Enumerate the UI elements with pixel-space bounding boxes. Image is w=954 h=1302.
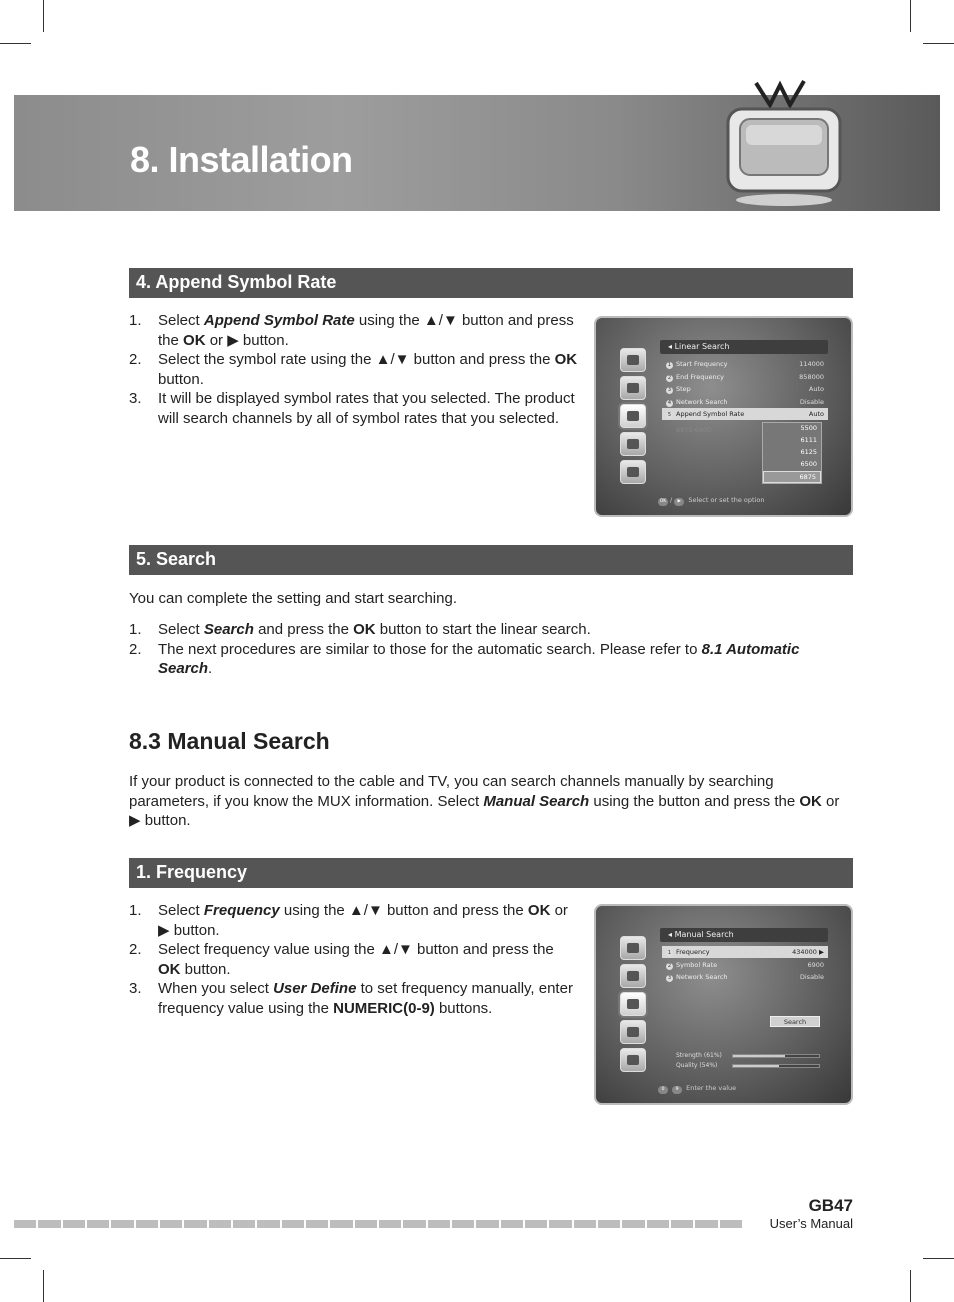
- step-item: [129, 940, 579, 979]
- row-value: 434000 ▶: [792, 948, 824, 956]
- row-label: Start Frequency: [676, 360, 728, 368]
- text-run: Append Symbol Rate: [203, 312, 355, 329]
- footer-segment: [209, 1220, 231, 1228]
- search-intro: You can complete the setting and start searching.: [129, 590, 457, 607]
- manual-search-screenshot: [594, 904, 853, 1105]
- text-run: button to start the linear search.: [375, 621, 591, 638]
- menu-row[interactable]: [662, 959, 828, 971]
- row-number: 1: [667, 950, 672, 956]
- footer-segment: [598, 1220, 620, 1228]
- crop-mark: [0, 1258, 31, 1259]
- footer-segment: [355, 1220, 377, 1228]
- text-run: using the ▲/▼ button and press the: [279, 902, 528, 919]
- section-header-search: 5. Search: [129, 545, 853, 575]
- dropdown-option[interactable]: 6125: [800, 448, 817, 456]
- step-item: [129, 979, 579, 1018]
- menu-row[interactable]: [662, 371, 828, 383]
- text-run: .: [208, 660, 213, 678]
- step-number: 2.: [129, 941, 142, 959]
- menu-row[interactable]: [662, 396, 828, 408]
- text-run: to set frequency manually, enter frequency value using the: [158, 980, 573, 1017]
- help-text: Enter the value: [686, 1084, 737, 1092]
- linear-search-screenshot: [594, 316, 853, 517]
- footer-segment: [136, 1220, 158, 1228]
- search-button[interactable]: Search: [770, 1016, 820, 1027]
- text-run: Manual Search: [483, 792, 590, 810]
- footer-segment: [38, 1220, 60, 1228]
- text-run: 8.1 Automatic Search: [158, 640, 800, 678]
- text-run: button.: [158, 370, 204, 388]
- step-number: 3.: [129, 390, 142, 408]
- manual-label: User’s Manual: [769, 1216, 853, 1231]
- update-icon: [620, 460, 646, 484]
- footer-segment: [452, 1220, 474, 1228]
- crop-mark: [923, 1258, 954, 1259]
- footer-segment: [184, 1220, 206, 1228]
- crop-mark: [43, 1270, 44, 1302]
- text-run: If your product is connected to the cable and TV, you can search channels manually by searching parameters, if you know the MUX information. Select: [129, 773, 774, 810]
- row-label: Network Search: [676, 397, 728, 406]
- search-settings-icon: [620, 404, 646, 428]
- text-run: Frequency: [203, 902, 280, 919]
- text-run: Select the symbol rate using the ▲/▼ button and press the: [158, 351, 555, 369]
- menu-icon-column: [620, 348, 650, 488]
- footer-segment: [720, 1220, 742, 1228]
- row-number: 1: [667, 362, 672, 368]
- step-number: 1.: [129, 621, 142, 638]
- text-run: User Define: [273, 980, 357, 998]
- frequency-steps: [129, 901, 579, 1019]
- footer-segment: [501, 1220, 523, 1228]
- channel-list-icon: [620, 964, 646, 988]
- text-run: OK: [353, 621, 376, 638]
- footer-segment: [428, 1220, 450, 1228]
- dropdown-option[interactable]: 5500: [800, 424, 817, 432]
- step-number: 2.: [129, 640, 142, 658]
- row-value: Disable: [799, 973, 824, 982]
- footer-segment: [111, 1220, 133, 1228]
- row-number: 5: [667, 412, 672, 419]
- footer-segment: [695, 1220, 717, 1228]
- strength-label: Strength (61%): [676, 1052, 722, 1059]
- row-label: Network Search: [676, 973, 728, 982]
- footer-segment: [476, 1220, 498, 1228]
- right-arrow-key-icon: ▶: [674, 498, 684, 506]
- search-icon: [620, 1020, 646, 1044]
- text-run: button.: [180, 960, 231, 978]
- manual-search-heading: 8.3 Manual Search: [129, 728, 330, 754]
- crop-mark: [910, 0, 911, 32]
- installation-icon: [620, 348, 646, 372]
- text-run: or ▶ button.: [129, 792, 840, 830]
- text-run: and press the: [253, 621, 354, 638]
- footer-segment: [282, 1220, 304, 1228]
- menu-row[interactable]: [662, 358, 828, 370]
- step-number: 1.: [129, 902, 142, 919]
- footer-segment: [525, 1220, 547, 1228]
- step-item: [129, 389, 579, 428]
- menu-row[interactable]: [662, 383, 828, 395]
- footer-segment: [306, 1220, 328, 1228]
- crop-mark: [910, 1270, 911, 1302]
- step-item: [129, 620, 819, 640]
- section-header-frequency: 1. Frequency: [129, 858, 853, 888]
- text-run: OK: [183, 331, 206, 349]
- menu-title: ◂ Linear Search: [660, 340, 828, 354]
- step-item: [129, 350, 579, 389]
- row-value: 6900: [807, 960, 824, 969]
- search-icon: [620, 432, 646, 456]
- tv-icon: [720, 71, 850, 211]
- footer-segment: [671, 1220, 693, 1228]
- help-line: OK / ▶ Select or set the option: [659, 496, 765, 504]
- text-run: OK: [527, 902, 551, 919]
- menu-icon-column: [620, 936, 650, 1076]
- search-steps: [129, 620, 819, 679]
- footer-segment: [160, 1220, 182, 1228]
- text-run: Select frequency value using the ▲/▼ button and press the: [158, 941, 554, 959]
- text-run: It will be displayed symbol rates that you selected. The product will search channels by all of symbol rates that you selected.: [158, 390, 575, 427]
- symbol-rate-dropdown: [762, 422, 822, 484]
- dropdown-option[interactable]: 6875: [763, 471, 821, 483]
- numeric-key-icon: 9: [672, 1086, 682, 1094]
- menu-row[interactable]: [662, 408, 828, 420]
- row-number: 3: [667, 975, 672, 982]
- text-run: Select: [158, 621, 204, 638]
- text-run: When you select: [158, 980, 274, 998]
- dropdown-option[interactable]: 6111: [800, 436, 817, 444]
- ok-key-icon: OK: [659, 499, 667, 504]
- text-run: or ▶ button.: [205, 331, 289, 349]
- row-value: 858000: [799, 372, 824, 381]
- crop-mark: [0, 43, 31, 44]
- row-number: 3: [667, 387, 672, 394]
- update-icon: [620, 1048, 646, 1072]
- help-line: [658, 1084, 736, 1094]
- text-run: OK: [554, 351, 578, 369]
- row-value: 114000: [799, 360, 824, 368]
- header-banner: [14, 95, 940, 211]
- row-value: Disable: [799, 397, 824, 406]
- quality-label: Quality (54%): [676, 1062, 718, 1069]
- row-number: 2: [667, 374, 672, 381]
- footer-segment: [549, 1220, 571, 1228]
- footer-segment: [257, 1220, 279, 1228]
- text-run: using the ▲/▼ button and press the: [158, 312, 574, 349]
- footer-segment: [63, 1220, 85, 1228]
- step-item: [129, 640, 819, 679]
- text-run: NUMERIC(0-9): [333, 999, 435, 1017]
- row-number: 2: [667, 962, 672, 969]
- text-run: The next procedures are similar to those for the automatic search. Please refer to: [158, 640, 702, 658]
- step-item: [129, 901, 579, 940]
- quality-bar: [732, 1064, 820, 1068]
- row-label: Step: [676, 385, 691, 394]
- row-label: Symbol Rate: [676, 960, 718, 969]
- row-label: End Frequency: [676, 372, 724, 381]
- row-label: Frequency: [676, 948, 710, 956]
- row-number: 4: [667, 399, 672, 406]
- strength-bar: [732, 1054, 820, 1058]
- text-run: using the button and press the: [589, 792, 800, 810]
- text-run: OK: [158, 960, 181, 978]
- text-run: Select: [158, 902, 204, 919]
- text-run: buttons.: [434, 999, 493, 1017]
- crop-mark: [923, 43, 954, 44]
- text-run: Search: [203, 621, 254, 638]
- footer-segment: [14, 1220, 36, 1228]
- step-number: 1.: [129, 312, 142, 329]
- row-label: Append Symbol Rate: [676, 410, 745, 419]
- footer-segment: [330, 1220, 352, 1228]
- menu-row[interactable]: [662, 971, 828, 983]
- menu-title: ◂ Manual Search: [660, 928, 828, 942]
- dropdown-option[interactable]: 6500: [800, 460, 817, 468]
- section-header-append-symbol-rate: 4. Append Symbol Rate: [129, 268, 853, 298]
- row-value: Auto: [808, 410, 824, 419]
- footer-segment: [622, 1220, 644, 1228]
- step-number: 3.: [129, 980, 142, 998]
- text-run: or ▶ button.: [158, 902, 568, 939]
- footer-segment: [647, 1220, 669, 1228]
- footer-segment: [87, 1220, 109, 1228]
- step-number: 2.: [129, 351, 142, 369]
- search-settings-icon: [620, 992, 646, 1016]
- menu-row[interactable]: [662, 946, 828, 958]
- ghost-text: 6875 6900: [676, 426, 712, 434]
- crop-mark: [43, 0, 44, 32]
- numeric-key-icon: 0: [658, 1086, 668, 1094]
- footer-segment: [403, 1220, 425, 1228]
- row-value: Auto: [808, 385, 824, 394]
- text-run: OK: [799, 792, 822, 810]
- footer-segment: [379, 1220, 401, 1228]
- append-steps: [129, 311, 579, 429]
- text-run: Select: [158, 312, 204, 329]
- footer-segment: [574, 1220, 596, 1228]
- help-text: Select or set the option: [688, 496, 765, 504]
- channel-list-icon: [620, 376, 646, 400]
- installation-icon: [620, 936, 646, 960]
- page-title: 8. Installation: [130, 139, 353, 180]
- footer-segment: [233, 1220, 255, 1228]
- step-item: [129, 311, 579, 350]
- manual-search-intro: [129, 772, 855, 831]
- page-number: GB47: [808, 1196, 853, 1215]
- footer-bar: [14, 1220, 742, 1228]
